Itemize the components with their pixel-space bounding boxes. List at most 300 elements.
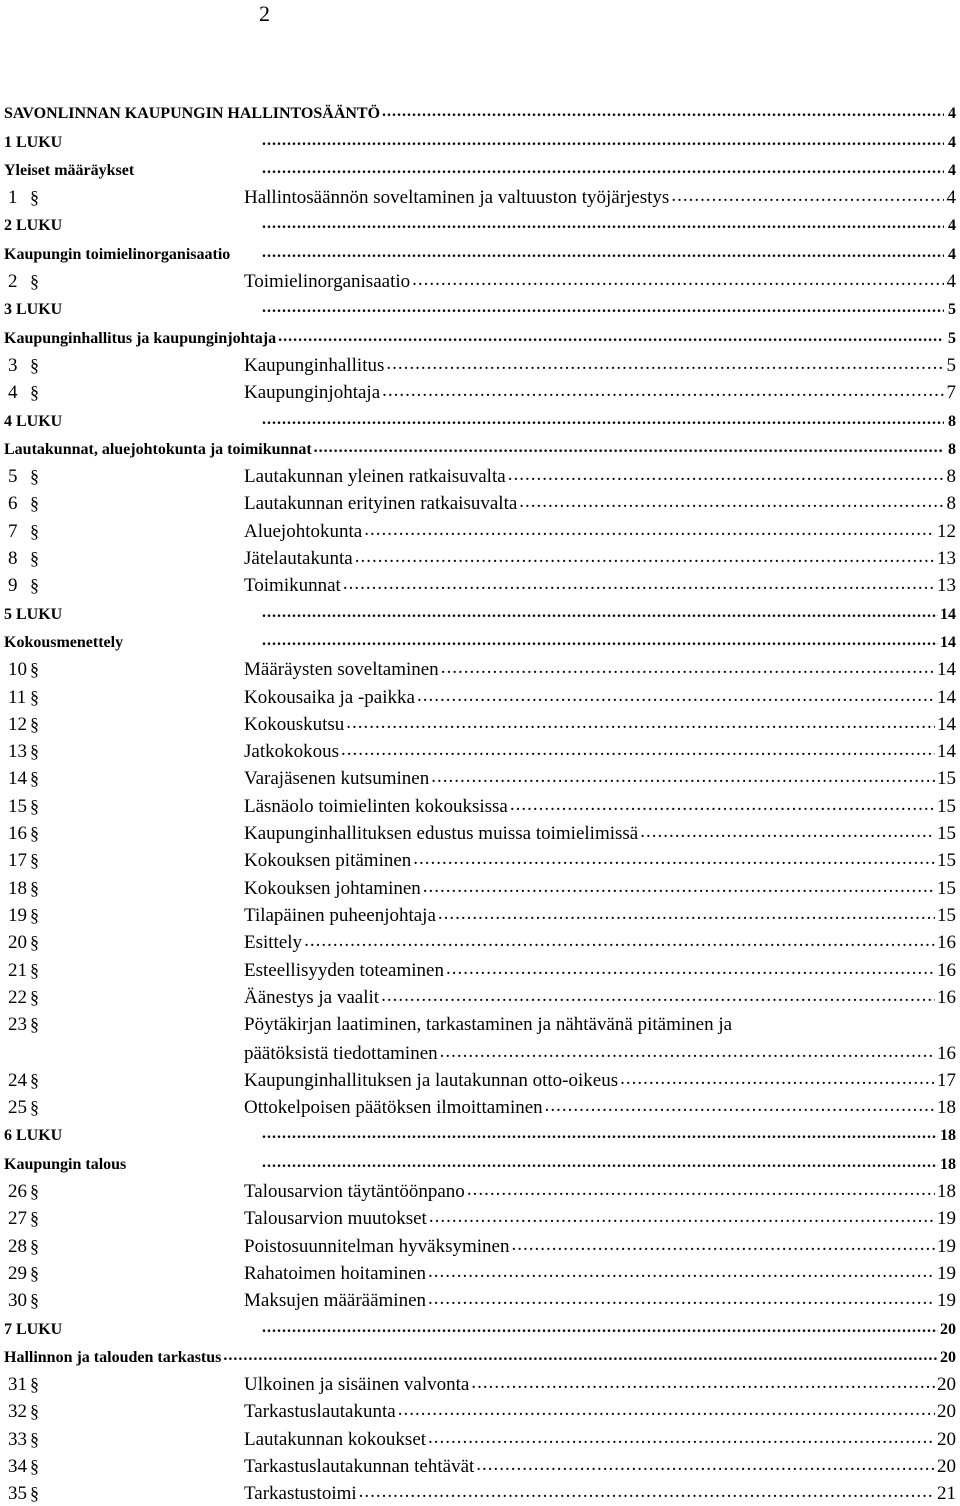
dot-leader xyxy=(429,1204,935,1230)
toc-entry-section[interactable] xyxy=(4,710,956,737)
paragraph-sign-icon: § xyxy=(30,850,39,871)
toc-entry-page: 16 xyxy=(937,932,956,954)
dot-leader xyxy=(355,544,935,570)
section-number xyxy=(4,1373,244,1396)
toc-entry-title: Kaupunginjohtaja xyxy=(244,382,381,404)
toc-entry-section[interactable] xyxy=(4,267,956,294)
section-number-value: 12 xyxy=(8,713,27,735)
section-number-value: 18 xyxy=(8,877,27,899)
toc-entry-title: SAVONLINNAN KAUPUNGIN HALLINTOSÄÄNTÖ xyxy=(4,105,381,123)
paragraph-sign-icon: § xyxy=(30,1428,39,1449)
section-number xyxy=(4,1013,244,1036)
section-number-value: 5 xyxy=(8,466,18,488)
dot-leader xyxy=(398,1397,935,1423)
toc-entry-page: 19 xyxy=(937,1262,956,1284)
section-number xyxy=(4,1428,244,1451)
toc-entry-chapter[interactable] xyxy=(4,294,956,322)
dot-leader xyxy=(467,1177,935,1203)
toc-entry-page: 18 xyxy=(940,1155,956,1173)
paragraph-sign-icon: § xyxy=(30,686,39,707)
paragraph-sign-icon: § xyxy=(30,986,39,1007)
toc-entry-title: Kaupunginhallitus xyxy=(244,354,385,376)
toc-entry-title: Ottokelpoisen päätöksen ilmoittaminen xyxy=(244,1097,543,1119)
toc-entry-page: 4 xyxy=(948,217,956,235)
section-number-value: 32 xyxy=(8,1401,27,1423)
dot-leader xyxy=(262,210,944,236)
section-number-value: 22 xyxy=(8,986,27,1008)
section-number xyxy=(4,520,244,543)
toc-entry-page: 20 xyxy=(940,1320,956,1338)
toc-entry-title: Hallintosäännön soveltaminen ja valtuuston työjärjestys xyxy=(244,187,670,209)
toc-entry-page: 21 xyxy=(937,1483,956,1505)
toc-entry-page: 15 xyxy=(937,904,956,926)
toc-entry-chapter[interactable] xyxy=(4,98,956,126)
toc-entry-title: Kokousaika ja -paikka xyxy=(244,686,415,708)
toc-entry-title: Kokouskutsu xyxy=(244,713,345,735)
dot-leader xyxy=(446,955,935,981)
toc-entry-section[interactable] xyxy=(4,819,956,846)
toc-entry-title: Maksujen määrääminen xyxy=(244,1290,427,1312)
section-number xyxy=(4,1207,244,1230)
dot-leader xyxy=(343,571,935,597)
section-number-value: 8 xyxy=(8,548,18,570)
toc-entry-page: 15 xyxy=(937,768,956,790)
section-number-value: 16 xyxy=(8,823,27,845)
paragraph-sign-icon: § xyxy=(30,575,39,596)
section-number-value: 30 xyxy=(8,1290,27,1312)
toc-entry-chapter[interactable] xyxy=(4,598,956,626)
dot-leader xyxy=(440,1037,935,1065)
toc-entry-chapter[interactable] xyxy=(4,627,956,655)
toc-entry-page: 4 xyxy=(946,187,956,209)
toc-entry-title: Lautakunnan erityinen ratkaisuvalta xyxy=(244,493,518,515)
paragraph-sign-icon: § xyxy=(30,1097,39,1118)
section-number-value: 19 xyxy=(8,904,27,926)
section-number-value: 35 xyxy=(8,1483,27,1505)
section-number xyxy=(4,686,244,709)
section-number-value: 3 xyxy=(8,354,18,376)
toc-entry-section[interactable] xyxy=(4,1370,956,1397)
toc-entry-section[interactable] xyxy=(4,682,956,709)
toc-entry-page: 14 xyxy=(940,633,956,651)
dot-leader xyxy=(511,1231,935,1257)
dot-leader xyxy=(262,627,938,653)
toc-entry-title: Kokouksen johtaminen xyxy=(244,877,421,899)
toc-entry-section[interactable] xyxy=(4,1010,956,1037)
toc-entry-page: 4 xyxy=(946,271,956,293)
paragraph-sign-icon: § xyxy=(30,795,39,816)
toc-entry-title: Kaupungin talous xyxy=(4,1155,127,1173)
toc-entry-page: 4 xyxy=(948,161,956,179)
section-number-value: 15 xyxy=(8,795,27,817)
toc-entry-section[interactable] xyxy=(4,1204,956,1231)
dot-leader xyxy=(545,1093,935,1119)
dot-leader xyxy=(671,183,944,209)
section-number-value: 25 xyxy=(8,1097,27,1119)
toc-entry-page: 7 xyxy=(946,382,956,404)
section-number-value: 29 xyxy=(8,1262,27,1284)
section-number xyxy=(4,1400,244,1423)
toc-entry-section[interactable] xyxy=(4,928,956,955)
dot-leader xyxy=(413,846,935,872)
paragraph-sign-icon: § xyxy=(30,1401,39,1422)
dot-leader xyxy=(438,901,935,927)
section-number xyxy=(4,186,244,209)
toc-entry-section[interactable] xyxy=(4,351,956,378)
dot-leader xyxy=(423,873,935,899)
section-number-value: 9 xyxy=(8,575,18,597)
toc-entry-page: 13 xyxy=(937,575,956,597)
toc-entry-page: 8 xyxy=(948,440,956,458)
toc-entry-section[interactable] xyxy=(4,873,956,900)
toc-entry-title: Kaupunginhallituksen ja lautakunnan otto-oikeus xyxy=(244,1069,619,1091)
toc-entry-title: Läsnäolo toimielinten kokouksissa xyxy=(244,795,508,817)
toc-entry-page: 4 xyxy=(948,133,956,151)
paragraph-sign-icon: § xyxy=(30,659,39,680)
dot-leader xyxy=(386,351,944,377)
dot-leader xyxy=(412,267,944,293)
section-number xyxy=(4,465,244,488)
toc-entry-page: 16 xyxy=(937,959,956,981)
paragraph-sign-icon: § xyxy=(30,1069,39,1090)
section-number-value: 23 xyxy=(8,1014,27,1036)
dot-leader xyxy=(640,819,935,845)
section-number-value: 31 xyxy=(8,1374,27,1396)
toc-entry-page: 14 xyxy=(937,686,956,708)
toc-entry-section[interactable] xyxy=(4,1259,956,1286)
dot-leader xyxy=(223,1342,938,1368)
toc-entry-title: Varajäsenen kutsuminen xyxy=(244,768,430,790)
toc-entry-section[interactable] xyxy=(4,462,956,489)
section-number xyxy=(4,1289,244,1312)
dot-leader xyxy=(359,1479,935,1505)
section-number xyxy=(4,1482,244,1505)
toc-entry-title: Toimikunnat xyxy=(244,575,341,597)
section-number-value: 33 xyxy=(8,1428,27,1450)
toc-entry-title: Tarkastustoimi xyxy=(244,1483,357,1505)
dot-leader xyxy=(428,1286,935,1312)
paragraph-sign-icon: § xyxy=(30,768,39,789)
toc-entry-title: 2 LUKU xyxy=(4,217,63,235)
section-number xyxy=(4,713,244,736)
toc-entry-chapter[interactable] xyxy=(4,1120,956,1148)
toc-entry-title: Ulkoinen ja sisäinen valvonta xyxy=(244,1374,470,1396)
paragraph-sign-icon: § xyxy=(30,354,39,375)
section-number-value: 26 xyxy=(8,1181,27,1203)
toc-entry-section-continuation[interactable] xyxy=(4,1037,956,1066)
toc-entry-chapter[interactable] xyxy=(4,1313,956,1341)
paragraph-sign-icon: § xyxy=(30,1208,39,1229)
dot-leader xyxy=(428,1259,935,1285)
toc-entry-section[interactable] xyxy=(4,901,956,928)
toc-entry-page: 19 xyxy=(937,1290,956,1312)
toc-entry-title: Tarkastuslautakunta xyxy=(244,1401,396,1423)
toc-entry-title: Rahatoimen hoitaminen xyxy=(244,1262,427,1284)
dot-leader xyxy=(262,294,944,320)
toc-entry-page: 18 xyxy=(940,1127,956,1145)
toc-entry-chapter[interactable] xyxy=(4,210,956,238)
dot-leader xyxy=(262,1120,938,1146)
paragraph-sign-icon: § xyxy=(30,1456,39,1477)
paragraph-sign-icon: § xyxy=(30,520,39,541)
toc-entry-page: 4 xyxy=(948,105,956,123)
dot-leader xyxy=(364,516,935,542)
toc-entry-section[interactable] xyxy=(4,1066,956,1093)
toc-entry-section[interactable] xyxy=(4,1424,956,1451)
paragraph-sign-icon: § xyxy=(30,548,39,569)
dot-leader xyxy=(304,928,935,954)
section-number xyxy=(4,270,244,293)
toc-entry-title: Talousarvion muutokset xyxy=(244,1208,427,1230)
toc-entry-section[interactable] xyxy=(4,983,956,1010)
toc-entry-section[interactable] xyxy=(4,764,956,791)
section-number xyxy=(4,795,244,818)
dot-leader xyxy=(382,378,944,404)
toc-entry-page: 14 xyxy=(937,659,956,681)
toc-entry-section[interactable] xyxy=(4,571,956,598)
toc-entry-title-continued: päätöksistä tiedottaminen xyxy=(244,1042,438,1064)
section-number-value: 7 xyxy=(8,520,18,542)
toc-entry-section[interactable] xyxy=(4,1231,956,1258)
toc-entry-section[interactable] xyxy=(4,1093,956,1120)
section-number-value: 13 xyxy=(8,741,27,763)
toc-entry-section[interactable] xyxy=(4,516,956,543)
paragraph-sign-icon: § xyxy=(30,493,39,514)
toc-entry-section[interactable] xyxy=(4,1452,956,1479)
section-number-value: 17 xyxy=(8,850,27,872)
toc-entry-chapter[interactable] xyxy=(4,1342,956,1370)
toc-entry-chapter[interactable] xyxy=(4,155,956,183)
dot-leader xyxy=(471,1370,935,1396)
section-number-value: 6 xyxy=(8,493,18,515)
section-number-value: 11 xyxy=(8,686,27,708)
toc-entry-section[interactable] xyxy=(4,1177,956,1204)
dot-leader xyxy=(476,1452,935,1478)
section-number-value: 20 xyxy=(8,932,27,954)
toc-entry-page: 15 xyxy=(937,795,956,817)
toc-entry-page: 8 xyxy=(946,493,956,515)
toc-entry-section[interactable] xyxy=(4,183,956,210)
dot-leader xyxy=(262,405,944,431)
toc-entry-title: 6 LUKU xyxy=(4,1127,63,1145)
paragraph-sign-icon: § xyxy=(30,877,39,898)
section-number xyxy=(4,822,244,845)
toc-entry-page: 15 xyxy=(937,877,956,899)
toc-entry-title: Jätelautakunta xyxy=(244,548,353,570)
toc-entry-title: Esteellisyyden toteaminen xyxy=(244,959,444,981)
toc-entry-page: 14 xyxy=(940,605,956,623)
section-number-value: 10 xyxy=(8,659,27,681)
toc-entry-section[interactable] xyxy=(4,1479,956,1506)
page-number: 2 xyxy=(259,1,270,26)
toc-entry-page: 18 xyxy=(937,1097,956,1119)
section-number xyxy=(4,1069,244,1092)
section-number xyxy=(4,1262,244,1285)
toc-entry-chapter[interactable] xyxy=(4,405,956,433)
toc-entry-page: 19 xyxy=(937,1208,956,1230)
dot-leader xyxy=(341,737,935,763)
toc-entry-page: 20 xyxy=(940,1348,956,1366)
toc-entry-page: 16 xyxy=(937,986,956,1008)
toc-entry-page: 20 xyxy=(937,1374,956,1396)
dot-leader xyxy=(519,489,944,515)
section-number-value: 27 xyxy=(8,1208,27,1230)
toc-entry-title: Lautakunnan kokoukset xyxy=(244,1428,427,1450)
toc-entry-page: 20 xyxy=(937,1428,956,1450)
section-number xyxy=(4,931,244,954)
dot-leader xyxy=(441,655,935,681)
paragraph-sign-icon: § xyxy=(30,1290,39,1311)
section-number-value: 28 xyxy=(8,1235,27,1257)
section-number-value: 34 xyxy=(8,1456,27,1478)
toc-entry-title: Toimielinorganisaatio xyxy=(244,271,411,293)
paragraph-sign-icon: § xyxy=(30,1181,39,1202)
section-number xyxy=(4,381,244,404)
toc-entry-page: 5 xyxy=(948,301,956,319)
paragraph-sign-icon: § xyxy=(30,187,39,208)
dot-leader xyxy=(262,238,944,264)
toc-entry-title: 5 LUKU xyxy=(4,605,63,623)
section-number-value: 4 xyxy=(8,382,18,404)
dot-leader xyxy=(262,126,944,152)
paragraph-sign-icon: § xyxy=(30,823,39,844)
paragraph-sign-icon: § xyxy=(30,271,39,292)
table-of-contents xyxy=(4,98,956,1506)
toc-entry-section[interactable] xyxy=(4,378,956,405)
section-number xyxy=(4,877,244,900)
toc-entry-page: 8 xyxy=(946,466,956,488)
paragraph-sign-icon: § xyxy=(30,1374,39,1395)
toc-entry-title: 1 LUKU xyxy=(4,133,63,151)
toc-entry-page: 16 xyxy=(937,1042,956,1064)
dot-leader xyxy=(428,1424,935,1450)
toc-entry-title: Kaupunginhallitus ja kaupunginjohtaja xyxy=(4,329,277,347)
dot-leader xyxy=(262,1148,938,1174)
dot-leader xyxy=(381,983,935,1009)
toc-entry-section[interactable] xyxy=(4,1397,956,1424)
section-number xyxy=(4,354,244,377)
toc-entry-title: Kaupungin toimielinorganisaatio xyxy=(4,245,231,263)
toc-entry-title: Kokouksen pitäminen xyxy=(244,850,412,872)
section-number-value: 24 xyxy=(8,1069,27,1091)
toc-entry-page: 13 xyxy=(937,548,956,570)
toc-entry-section[interactable] xyxy=(4,655,956,682)
toc-entry-page: 17 xyxy=(937,1069,956,1091)
section-number xyxy=(4,1455,244,1478)
toc-entry-page: 15 xyxy=(937,850,956,872)
toc-entry-page: 14 xyxy=(937,713,956,735)
section-number xyxy=(4,574,244,597)
dot-leader xyxy=(278,322,944,348)
toc-entry-section[interactable] xyxy=(4,846,956,873)
section-number-value: 1 xyxy=(8,187,18,209)
toc-entry-title: Yleiset määräykset xyxy=(4,161,135,179)
dot-leader xyxy=(346,710,935,736)
section-number-value: 2 xyxy=(8,271,18,293)
toc-entry-page: 4 xyxy=(948,245,956,263)
toc-entry-section[interactable] xyxy=(4,489,956,516)
toc-entry-title: Esittely xyxy=(244,932,303,954)
toc-entry-title: Kokousmenettely xyxy=(4,633,124,651)
toc-entry-page: 18 xyxy=(937,1181,956,1203)
toc-entry-chapter[interactable] xyxy=(4,126,956,154)
toc-entry-title: Pöytäkirjan laatiminen, tarkastaminen ja nähtävänä pitäminen ja xyxy=(244,1014,733,1036)
dot-leader xyxy=(510,791,935,817)
toc-entry-section[interactable] xyxy=(4,791,956,818)
section-number xyxy=(4,959,244,982)
toc-entry-title: Jatkokokous xyxy=(244,741,339,763)
toc-entry-title: Tarkastuslautakunnan tehtävät xyxy=(244,1456,475,1478)
toc-entry-page: 5 xyxy=(946,354,956,376)
section-number-value: 14 xyxy=(8,768,27,790)
dot-leader xyxy=(262,155,944,181)
section-number xyxy=(4,547,244,570)
toc-entry-chapter[interactable] xyxy=(4,434,956,462)
toc-entry-section[interactable] xyxy=(4,544,956,571)
paragraph-sign-icon: § xyxy=(30,466,39,487)
toc-entry-page: 8 xyxy=(948,412,956,430)
toc-entry-page: 5 xyxy=(948,329,956,347)
toc-entry-section[interactable] xyxy=(4,737,956,764)
toc-entry-page: 15 xyxy=(937,823,956,845)
paragraph-sign-icon: § xyxy=(30,713,39,734)
section-number xyxy=(4,658,244,681)
section-number xyxy=(4,1096,244,1119)
paragraph-sign-icon: § xyxy=(30,932,39,953)
paragraph-sign-icon: § xyxy=(30,904,39,925)
toc-entry-page: 19 xyxy=(937,1235,956,1257)
section-number xyxy=(4,986,244,1009)
section-number xyxy=(4,767,244,790)
toc-entry-chapter[interactable] xyxy=(4,238,956,266)
toc-entry-title: Hallinnon ja talouden tarkastus xyxy=(4,1348,222,1366)
toc-entry-page: 14 xyxy=(937,741,956,763)
toc-entry-title: Kaupunginhallituksen edustus muissa toimielimissä xyxy=(244,823,639,845)
dot-leader xyxy=(314,434,944,460)
dot-leader xyxy=(620,1066,935,1092)
toc-entry-page: 20 xyxy=(937,1401,956,1423)
dot-leader xyxy=(262,598,938,624)
dot-leader xyxy=(431,764,935,790)
paragraph-sign-icon: § xyxy=(30,1014,39,1035)
toc-entry-chapter[interactable] xyxy=(4,322,956,350)
toc-entry-title: Lautakunnat, aluejohtokunta ja toimikunnat xyxy=(4,440,312,458)
section-number xyxy=(4,492,244,515)
toc-entry-title: 7 LUKU xyxy=(4,1320,63,1338)
paragraph-sign-icon: § xyxy=(30,1262,39,1283)
toc-entry-title: Poistosuunnitelman hyväksyminen xyxy=(244,1235,510,1257)
dot-leader xyxy=(417,682,935,708)
toc-entry-title: Lautakunnan yleinen ratkaisuvalta xyxy=(244,466,506,488)
toc-entry-title: 4 LUKU xyxy=(4,412,63,430)
toc-entry-section[interactable] xyxy=(4,955,956,982)
section-number xyxy=(4,740,244,763)
paragraph-sign-icon: § xyxy=(30,382,39,403)
toc-entry-chapter[interactable] xyxy=(4,1148,956,1176)
section-number xyxy=(4,1235,244,1258)
dot-leader xyxy=(382,98,944,124)
paragraph-sign-icon: § xyxy=(30,959,39,980)
toc-entry-title: 3 LUKU xyxy=(4,301,63,319)
section-number-value: 21 xyxy=(8,959,27,981)
dot-leader xyxy=(262,1313,938,1339)
paragraph-sign-icon: § xyxy=(30,1483,39,1504)
toc-entry-section[interactable] xyxy=(4,1286,956,1313)
toc-entry-title: Tilapäinen puheenjohtaja xyxy=(244,904,436,926)
section-number xyxy=(4,904,244,927)
section-number xyxy=(4,849,244,872)
toc-entry-page: 20 xyxy=(937,1456,956,1478)
